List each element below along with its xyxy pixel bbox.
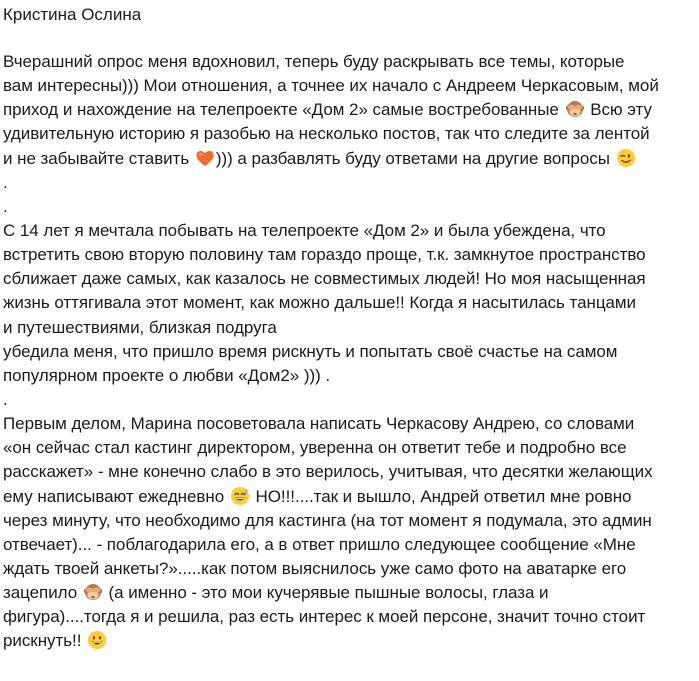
post-line: вам интересны))) Мои отношения, а точнее их начало с Андреем Черкасовым, мой <box>3 76 659 96</box>
post-line: через минуту, что необходимо для кастинга (на тот момент я подумала, это админ <box>3 510 652 530</box>
post-line-text: рискнуть!! <box>3 631 82 651</box>
post-line <box>3 98 693 122</box>
winking-face-icon <box>616 148 636 168</box>
post-line: убедила меня, что пришло время рискнуть и попытать своё счастье на самом <box>3 341 618 361</box>
see-no-evil-monkey-icon <box>565 99 585 119</box>
grinning-face-icon <box>87 630 107 650</box>
post-line: и путешествиями, близкая подруга <box>3 317 277 337</box>
post-line: Первым делом, Марина посоветовала написать Черкасову Андрею, со словами <box>3 414 635 434</box>
post-line: . <box>3 389 8 409</box>
post-body <box>3 50 693 654</box>
post-line-text: ))) а разбавлять буду ответами на другие вопросы <box>215 148 610 168</box>
post-line: популярном проекте о любви «Дом2» ))) . <box>3 365 331 385</box>
post-line: жизнь оттягивала этот момент, как можно дальше!! Когда я насытилась танцами <box>3 293 636 313</box>
post-line: С 14 лет я мечтала побывать на телепроекте «Дом 2» и была убеждена, что <box>3 220 606 240</box>
orange-heart-icon <box>195 148 215 168</box>
post-line: «он сейчас стал кастинг директором, уверенна он ответит тебе и подробно все <box>3 438 627 458</box>
post-line <box>3 485 693 509</box>
post-line: ждать твоей анкеты?».....как потом выяснилось уже само фото на аватарке его <box>3 558 627 578</box>
post-line-text: (а именно - это мои кучерявые пышные волосы, глаза и <box>108 583 549 603</box>
post-line-text: ему написывают ежедневно <box>3 486 225 506</box>
post-line-text: и не забывайте ставить <box>3 148 190 168</box>
post-line: фигура)....тогда я и решила, раз есть интерес к моей персоне, значит точно стоит <box>3 607 646 627</box>
post-line: Вчерашний опрос меня вдохновил, теперь буду раскрывать все темы, которые <box>3 52 625 71</box>
post-line <box>3 581 693 605</box>
post-line: отвечает)... - поблагодарила его, а в ответ пришло следующее сообщение «Мне <box>3 534 636 554</box>
post-line: удивительную историю я разобью на несколько постов, так что следите за лентой <box>3 124 650 144</box>
post-author: Кристина Ослина <box>3 5 142 24</box>
grinning-sweat-icon <box>230 486 250 506</box>
post-line-text: НО!!!....так и вышло, Андрей ответил мне ровно <box>255 486 632 506</box>
post-line: сближает даже самых, как казалось не совместимых людей! Но моя насыщенная <box>3 269 646 289</box>
post-line <box>3 629 693 653</box>
post-line-text: зацепило <box>3 583 78 603</box>
post-line: встретить свою вторую половину там гораздо проще, т.к. замкнутое пространство <box>3 245 646 265</box>
post-line-text: приход и нахождение на телепроекте «Дом 2» самые востребованные <box>3 100 559 120</box>
post-line <box>3 147 693 171</box>
post-line: . <box>3 196 8 216</box>
post-line: . <box>3 172 8 192</box>
see-no-evil-monkey-icon <box>83 582 103 602</box>
post-line-text: Всю эту <box>590 100 652 120</box>
post-line: расскажет» - мне конечно слабо в это верилось, учитывая, что десятки желающих <box>3 462 653 482</box>
